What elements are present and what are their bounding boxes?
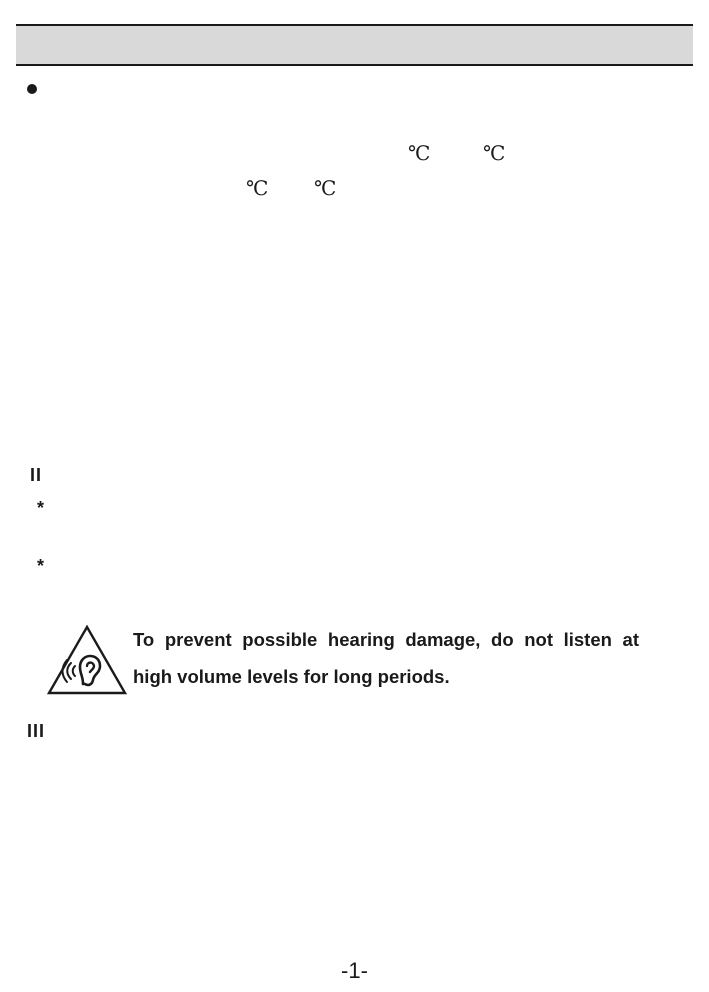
asterisk-marker: * — [37, 556, 45, 576]
bullet-icon — [27, 84, 37, 94]
hearing-warning-line-1: To prevent possible hearing damage, do not listen at — [133, 629, 639, 650]
celsius-symbol: ℃ — [483, 141, 506, 165]
section-marker-iii: III — [27, 721, 46, 741]
celsius-symbol: ℃ — [314, 176, 337, 200]
section-marker-ii: II — [30, 465, 43, 485]
page-number: -1- — [341, 958, 368, 983]
hearing-warning-line-2: high volume levels for long periods. — [133, 666, 450, 687]
hearing-warning-icon — [46, 624, 128, 696]
section-header-bar — [16, 24, 693, 66]
asterisk-marker: * — [37, 498, 45, 518]
celsius-symbol: ℃ — [246, 176, 269, 200]
celsius-symbol: ℃ — [408, 141, 431, 165]
